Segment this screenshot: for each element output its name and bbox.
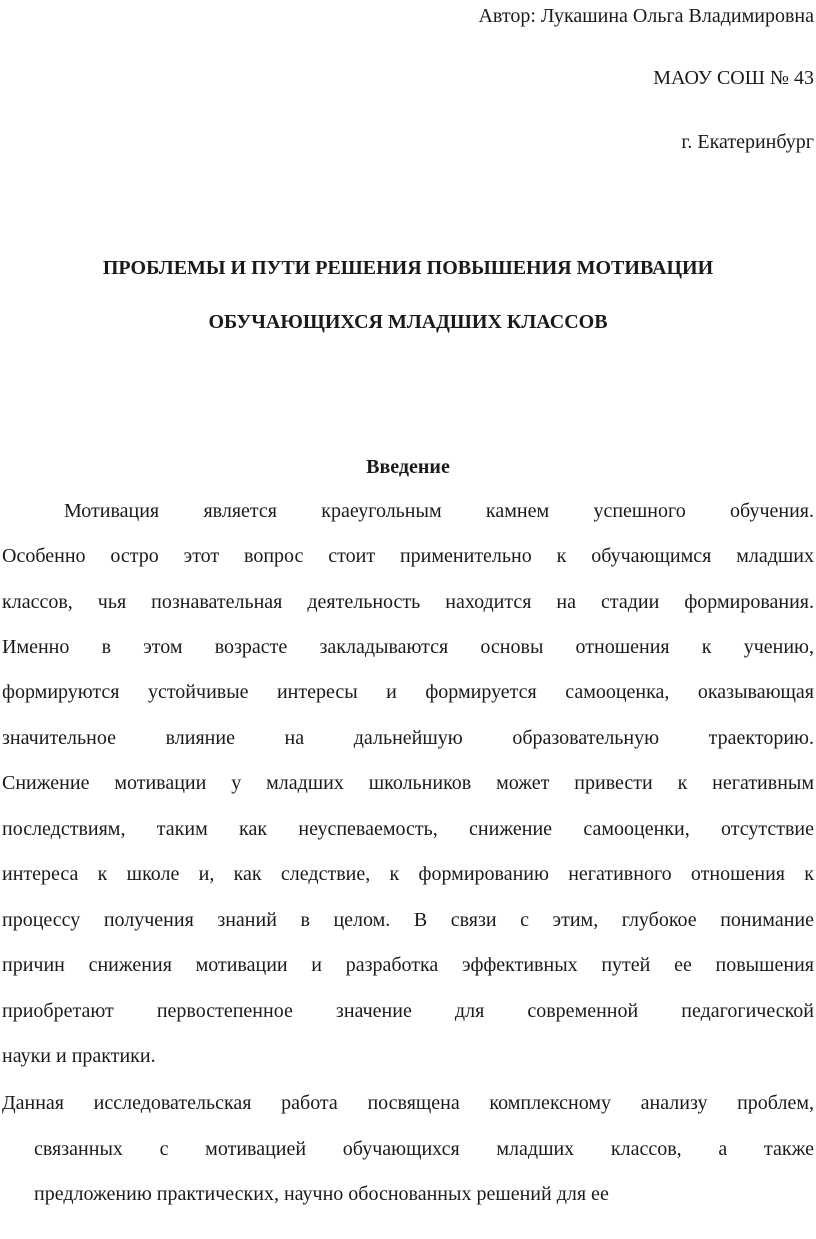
paragraph-line: Мотивация является краеугольным камнем успешного обучения. (64, 500, 814, 522)
paragraph-line: причин снижения мотивации и разработка эффективных путей ее повышения (2, 954, 814, 976)
paragraph-line: значительное влияние на дальнейшую образовательную траекторию. (2, 727, 814, 749)
school-line: МАОУ СОШ № 43 (653, 67, 814, 89)
paragraph-line: науки и практики. (2, 1045, 156, 1067)
paragraph-line: предложению практических, научно обоснованных решений для ее (34, 1183, 609, 1205)
paragraph-line: формируются устойчивые интересы и формируется самооценка, оказывающая (2, 681, 814, 703)
paragraph-line: последствиям, таким как неуспеваемость, снижение самооценки, отсутствие (2, 818, 814, 840)
paragraph-line: интереса к школе и, как следствие, к формированию негативного отношения к (2, 863, 814, 885)
paragraph-line: Особенно остро этот вопрос стоит применительно к обучающимся младших (2, 545, 814, 567)
paragraph-line: классов, чья познавательная деятельность находится на стадии формирования. (2, 591, 814, 613)
paragraph-line: Именно в этом возрасте закладываются основы отношения к учению, (2, 636, 814, 658)
author-line: Автор: Лукашина Ольга Владимировна (478, 5, 814, 27)
city-line: г. Екатеринбург (681, 131, 814, 153)
paragraph-line: связанных с мотивацией обучающихся младших классов, а также (34, 1138, 814, 1160)
paragraph-line: Снижение мотивации у младших школьников может привести к негативным (2, 772, 814, 794)
paragraph-line: процессу получения знаний в целом. В связи с этим, глубокое понимание (2, 909, 814, 931)
paragraph-line: приобретают первостепенное значение для современной педагогической (2, 1000, 814, 1022)
paragraph-line: Данная исследовательская работа посвящена комплексному анализу проблем, (2, 1092, 814, 1114)
title-line-1: ПРОБЛЕМЫ И ПУТИ РЕШЕНИЯ ПОВЫШЕНИЯ МОТИВАЦИИ (102, 257, 714, 279)
section-heading-introduction: Введение (366, 456, 450, 478)
title-line-2: ОБУЧАЮЩИХСЯ МЛАДШИХ КЛАССОВ (208, 311, 608, 333)
